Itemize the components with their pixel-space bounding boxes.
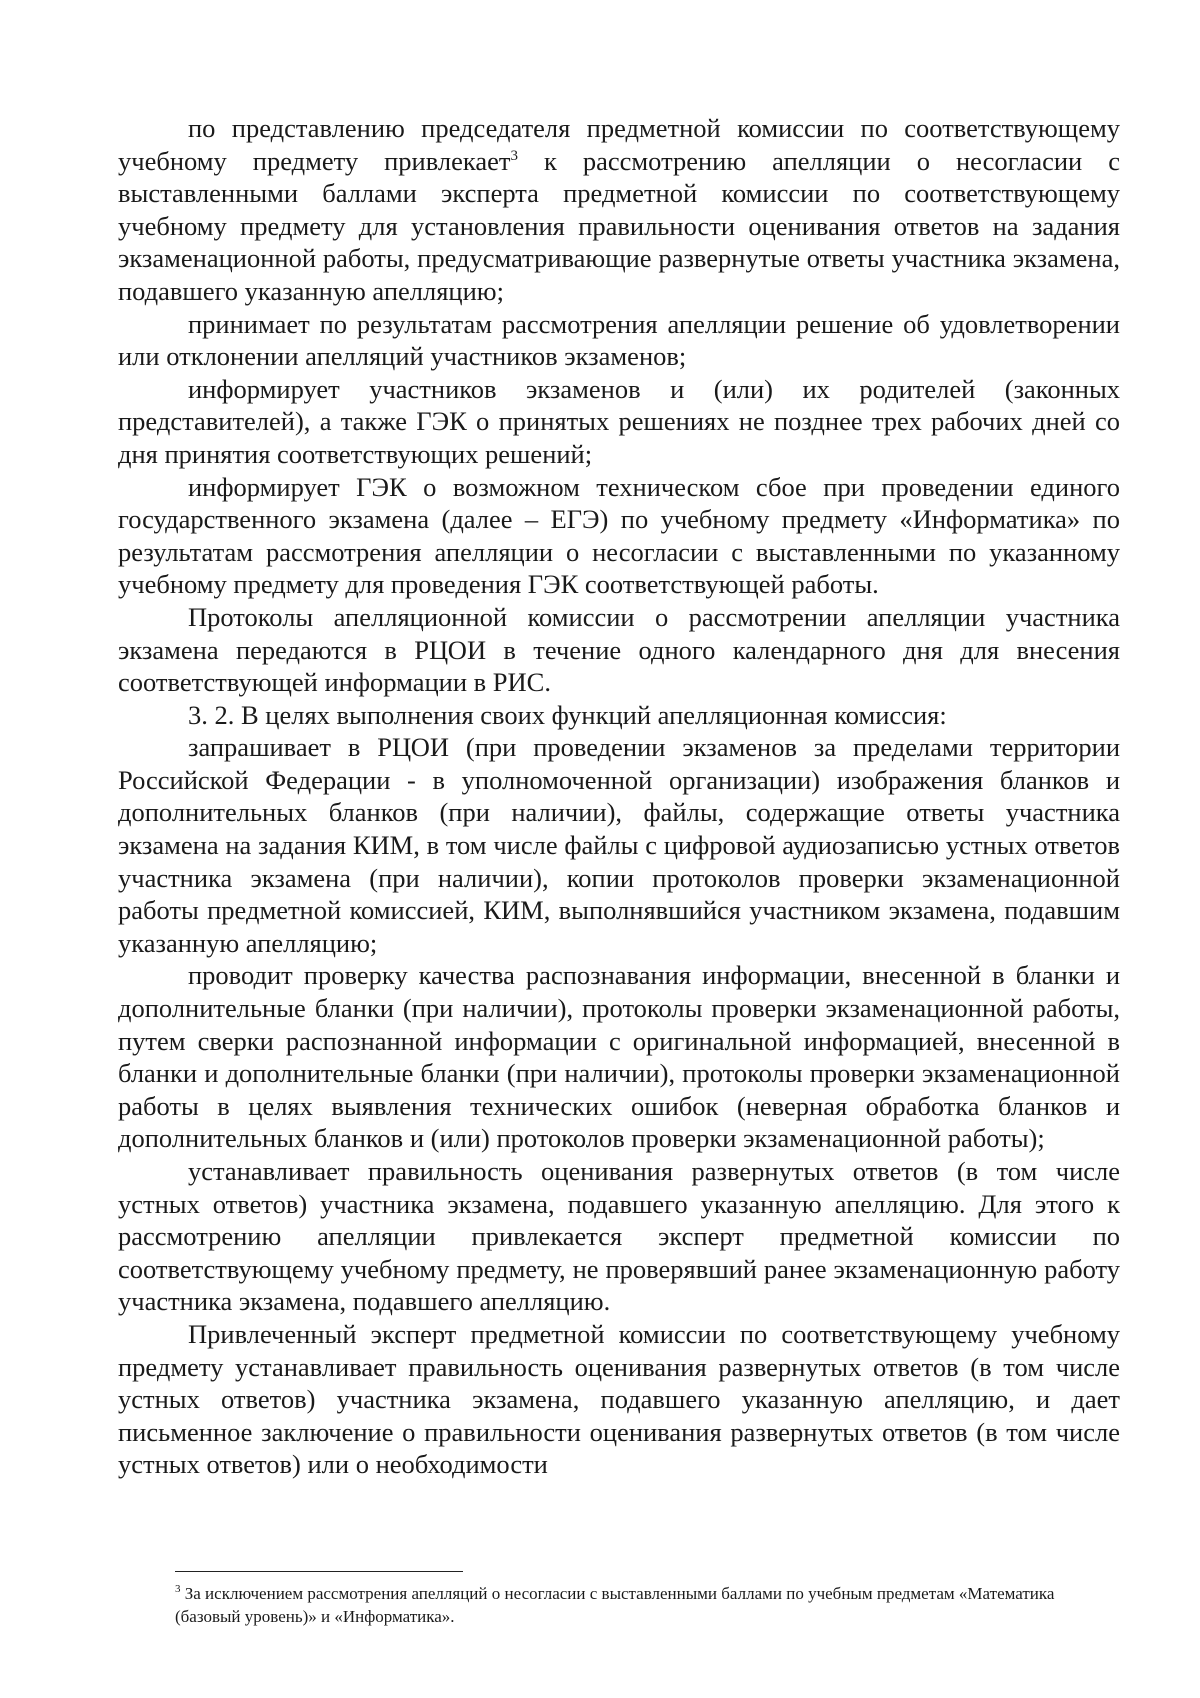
footnote-body: За исключением рассмотрения апелляций о несогласии с выставленными баллами по учебным предметам «Математика (базовый уровень)» и «Информатика». (175, 1584, 1055, 1626)
paragraph-1 (118, 112, 1120, 308)
paragraph-8: проводит проверку качества распознавания информации, внесенной в бланки и дополнительные бланки (при наличии), протоколы проверки экзаменационной работы, путем сверки распознанной информации с оригинальной информацией, внесенной в бланки и дополнительные бланки (при наличии), протоколы проверки экзаменационной работы в целях выявления технических ошибок (неверная обработка бланков и дополнительных бланков и (или) протоколов проверки экзаменационной работы); (118, 960, 1120, 1154)
paragraph-text: по представлению председателя предметной комиссии по соответствующему учебному предмету привлекает (118, 113, 1120, 176)
footnote-marker: 3 (175, 1583, 181, 1595)
footnote-separator (175, 1571, 463, 1572)
paragraph-2: принимает по результатам рассмотрения апелляции решение об удовлетворении или отклонении апелляций участников экзаменов; (118, 308, 1120, 372)
footnote-reference[interactable]: 3 (510, 147, 518, 164)
paragraph-5: Протоколы апелляционной комиссии о рассмотрении апелляции участника экзамена передаются в РЦОИ в течение одного календарного дня для внесения соответствующей информации в РИС. (118, 601, 1120, 698)
footnote-text (175, 1582, 1120, 1628)
paragraph-text-continued: к рассмотрению апелляции о несогласии с выставленными баллами эксперта предметной комиссии по соответствующему учебному предмету для установления правильности оценивания ответов на задания экзаменационной работы, предусматривающие развернутые ответы участника экзамена, подавшего указанную апелляцию; (118, 145, 1121, 306)
footnote (175, 1582, 1120, 1628)
paragraph-6: 3. 2. В целях выполнения своих функций апелляционная комиссия: (188, 699, 947, 730)
paragraph-3: информирует участников экзаменов и (или) их родителей (законных представителей), а также ГЭК о принятых решениях не позднее трех рабочих дней со дня принятия соответствующих решений; (118, 373, 1120, 469)
paragraph-9: устанавливает правильность оценивания развернутых ответов (в том числе устных ответов) участника экзамена, подавшего указанную апелляцию. Для этого к рассмотрению апелляции привлекается эксперт предметной комиссии по соответствующему учебному предмету, не проверявший ранее экзаменационную работу участника экзамена, подавшего апелляцию. (118, 1156, 1120, 1317)
document-body (118, 112, 1120, 1481)
paragraph-4: информирует ГЭК о возможном техническом сбое при проведении единого государственного экзамена (далее – ЕГЭ) по учебному предмету «Информатика» по результатам рассмотрения апелляции о несогласии с выставленными по указанному учебному предмету для проведения ГЭК соответствующей работы. (118, 471, 1120, 600)
paragraph-7: запрашивает в РЦОИ (при проведении экзаменов за пределами территории Российской Федерации - в уполномоченной организации) изображения бланков и дополнительных бланков (при наличии), файлы, содержащие ответы участника экзамена на задания КИМ, в том числе файлы с цифровой аудиозаписью устных ответов участника экзамена (при наличии), копии протоколов проверки экзаменационной работы предметной комиссией, КИМ, выполнявшийся участником экзамена, подавшим указанную апелляцию; (118, 732, 1120, 958)
paragraph-10: Привлеченный эксперт предметной комиссии по соответствующему учебному предмету устанавливает правильность оценивания развернутых ответов (в том числе устных ответов) участника экзамена, подавшего указанную апелляцию, и дает письменное заключение о правильности оценивания развернутых ответов (в том числе устных ответов) или о необходимости (118, 1318, 1120, 1480)
